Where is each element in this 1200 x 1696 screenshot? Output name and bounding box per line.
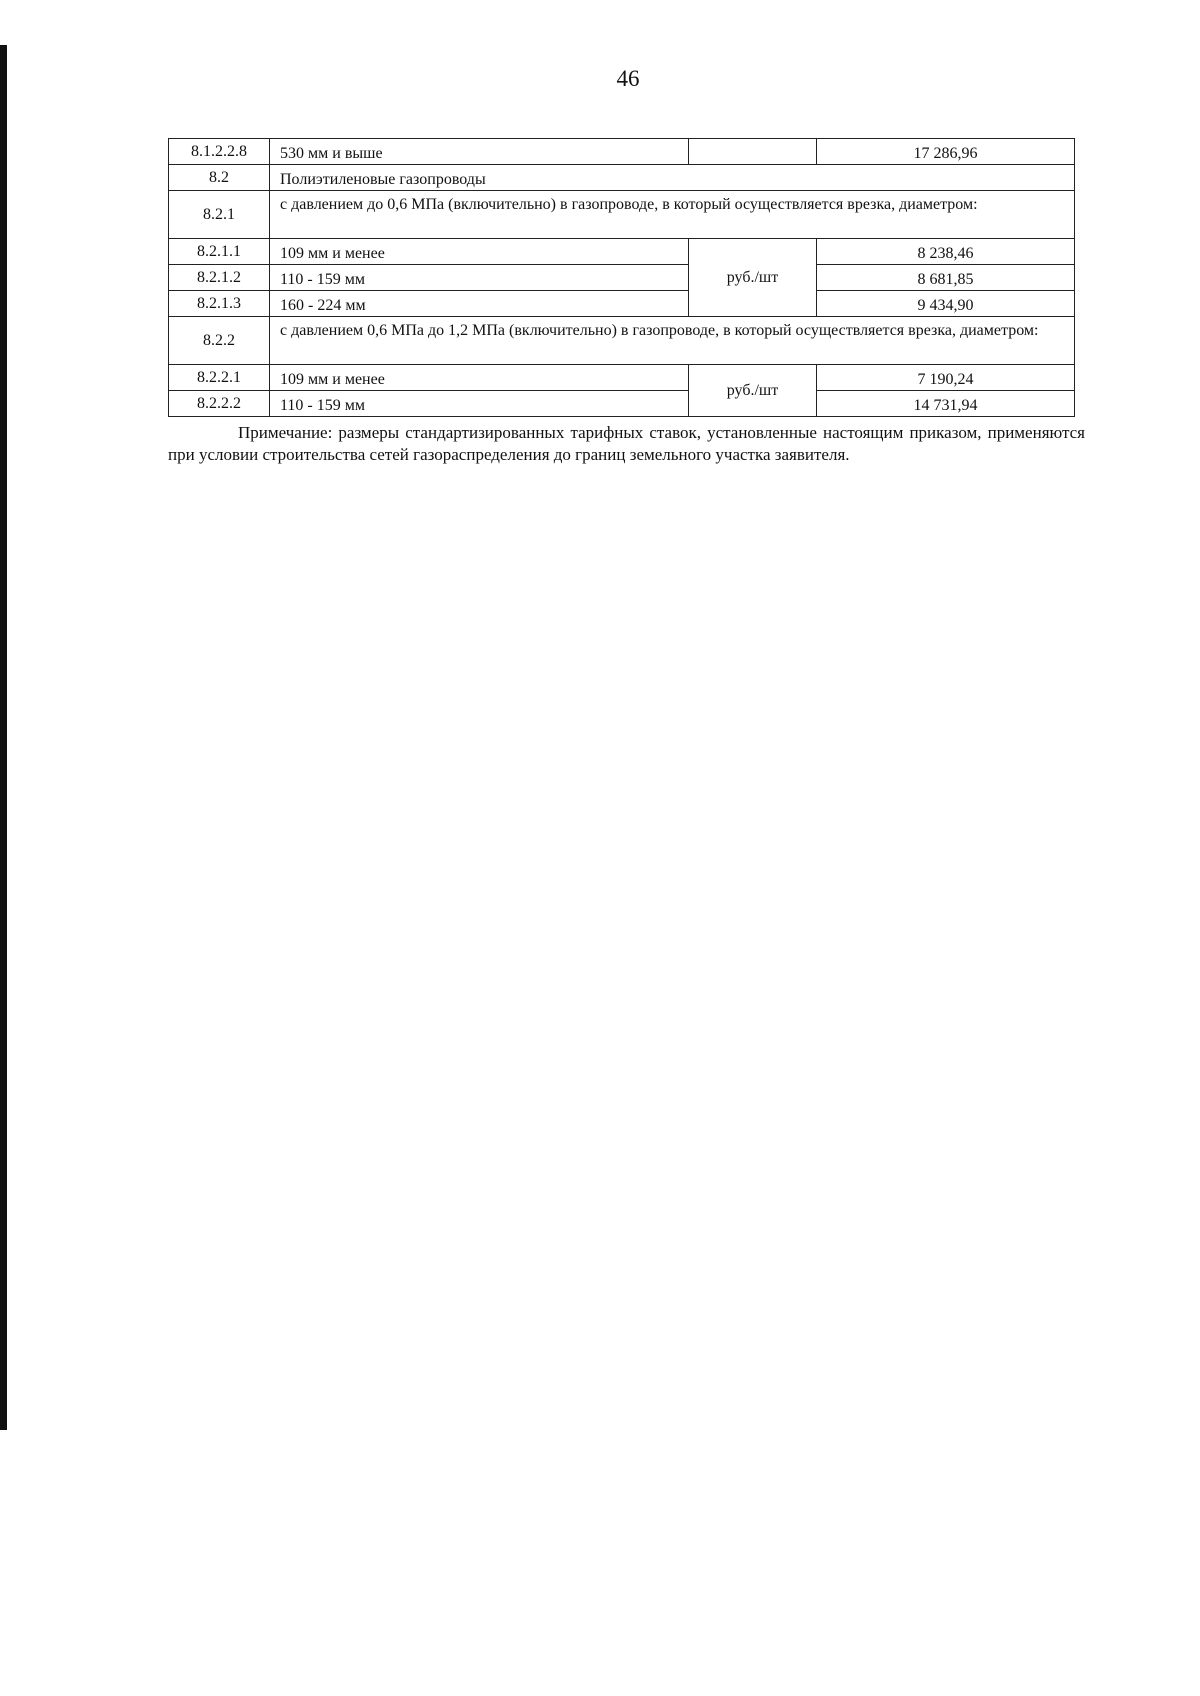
row-description: с давлением до 0,6 МПа (включительно) в газопроводе, в который осуществляется врезка, диаметром:	[270, 191, 1075, 239]
table-row	[169, 265, 1075, 291]
row-description: с давлением 0,6 МПа до 1,2 МПа (включительно) в газопроводе, в который осуществляется врезка, диаметром:	[270, 317, 1075, 365]
row-description: 160 - 224 мм	[270, 291, 689, 317]
tariff-table	[168, 138, 1075, 417]
row-description: 110 - 159 мм	[270, 391, 689, 417]
row-code: 8.2	[169, 165, 270, 191]
table-row	[169, 165, 1075, 191]
row-code: 8.1.2.2.8	[169, 139, 270, 165]
row-code: 8.2.1.1	[169, 239, 270, 265]
row-value: 14 731,94	[817, 391, 1075, 417]
table-row	[169, 365, 1075, 391]
row-code: 8.2.2.1	[169, 365, 270, 391]
scan-edge-shadow	[0, 45, 7, 1430]
table-row	[169, 391, 1075, 417]
table-row	[169, 291, 1075, 317]
footnote: Примечание: размеры стандартизированных тарифных ставок, установленные настоящим приказом, применяются при условии строительства сетей газораспределения до границ земельного участка заявителя.	[168, 423, 1085, 464]
row-description: Полиэтиленовые газопроводы	[270, 165, 1075, 191]
row-value: 7 190,24	[817, 365, 1075, 391]
row-description: 109 мм и менее	[270, 365, 689, 391]
row-code: 8.2.2.2	[169, 391, 270, 417]
page-number: 46	[616, 66, 640, 91]
table-row	[169, 139, 1075, 165]
row-code: 8.2.1	[169, 191, 270, 239]
row-code: 8.2.1.3	[169, 291, 270, 317]
row-unit: руб./шт	[689, 239, 817, 317]
row-description: 530 мм и выше	[270, 139, 689, 165]
row-code: 8.2.1.2	[169, 265, 270, 291]
row-value: 8 238,46	[817, 239, 1075, 265]
row-value: 17 286,96	[817, 139, 1075, 165]
row-value: 9 434,90	[817, 291, 1075, 317]
table-row	[169, 191, 1075, 239]
row-description: 110 - 159 мм	[270, 265, 689, 291]
table-row	[169, 317, 1075, 365]
row-unit	[689, 139, 817, 165]
row-code: 8.2.2	[169, 317, 270, 365]
row-description: 109 мм и менее	[270, 239, 689, 265]
row-unit: руб./шт	[689, 365, 817, 417]
row-value: 8 681,85	[817, 265, 1075, 291]
table-row	[169, 239, 1075, 265]
